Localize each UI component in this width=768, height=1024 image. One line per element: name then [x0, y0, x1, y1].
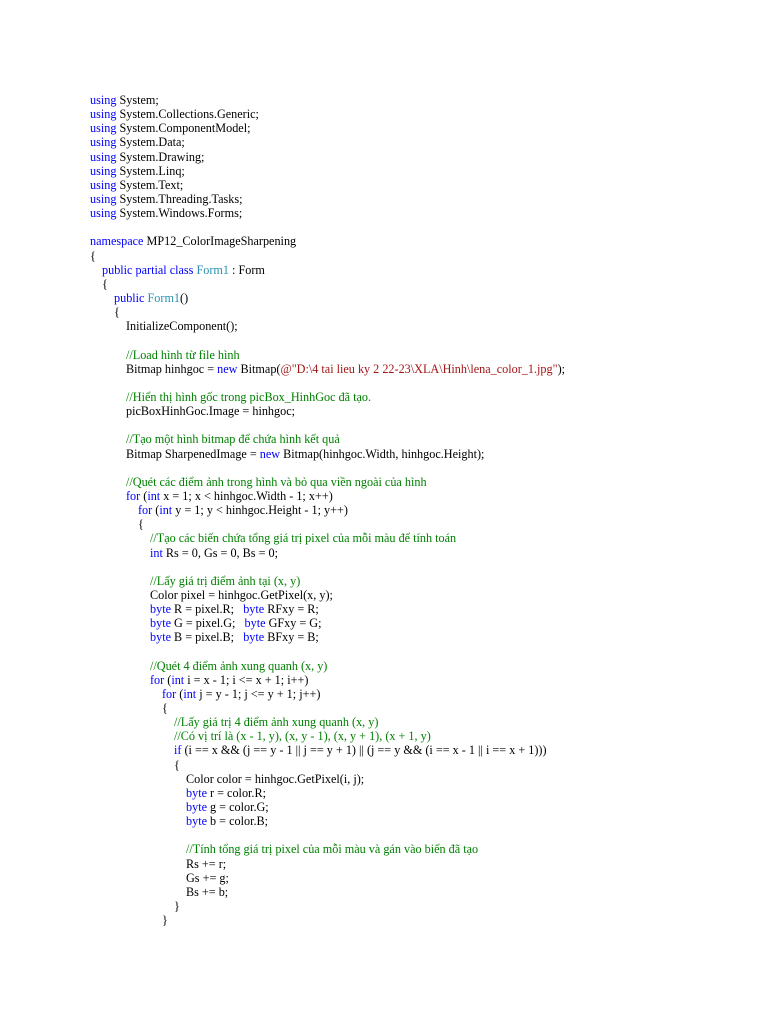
code-line — [90, 546, 750, 560]
code-block — [90, 93, 750, 927]
keyword-token: using — [90, 121, 117, 136]
code-line — [90, 404, 750, 418]
code-line — [90, 828, 750, 842]
code-line — [90, 842, 750, 856]
code-line — [90, 574, 750, 588]
code-line — [90, 899, 750, 913]
code-line — [90, 616, 750, 630]
comment-token: //Tạo các biến chứa tổng giá trị pixel của mỗi màu để tính toán — [150, 531, 457, 546]
keyword-token: new — [259, 446, 281, 461]
code-text: B = pixel.B; — [170, 630, 244, 645]
code-text: Rs += r; — [186, 856, 227, 871]
comment-token: //Lấy giá trị điểm ảnh tại (x, y) — [150, 573, 301, 588]
keyword-token: for — [150, 672, 165, 687]
code-line — [90, 729, 750, 743]
code-line — [90, 305, 750, 319]
keyword-token: using — [90, 93, 117, 107]
code-line — [90, 206, 750, 220]
code-line — [90, 348, 750, 362]
code-line — [90, 319, 750, 333]
code-line — [90, 786, 750, 800]
code-line — [90, 913, 750, 927]
code-line — [90, 630, 750, 644]
keyword-token: using — [90, 206, 117, 221]
code-text: System.Text; — [116, 177, 184, 192]
code-text: () — [180, 290, 189, 305]
code-text: System; — [116, 93, 159, 107]
comment-token: //Hiển thị hình gốc trong picBox_HinhGoc đã tạo. — [126, 389, 372, 404]
code-line — [90, 687, 750, 701]
keyword-token: int — [150, 545, 163, 560]
code-line — [90, 390, 750, 404]
keyword-token: using — [90, 135, 117, 150]
keyword-token: int — [183, 686, 197, 701]
code-line — [90, 758, 750, 772]
code-line — [90, 800, 750, 814]
keyword-token: for — [126, 488, 141, 503]
code-text: : Form — [228, 262, 265, 277]
keyword-token: byte — [186, 785, 207, 800]
keyword-token: if — [174, 743, 182, 758]
code-text: InitializeComponent(); — [126, 319, 238, 334]
code-line — [90, 885, 750, 899]
code-line — [90, 107, 750, 121]
keyword-token: new — [217, 361, 238, 376]
code-text: System.Drawing; — [116, 149, 205, 164]
code-line — [90, 715, 750, 729]
code-line — [90, 814, 750, 828]
code-text: Color pixel = hinhgoc.GetPixel(x, y); — [150, 587, 333, 602]
keyword-token: for — [138, 503, 153, 518]
code-line — [90, 418, 750, 432]
code-text: y = 1; y < hinhgoc.Height - 1; y++) — [172, 503, 348, 518]
code-text: Bitmap SharpenedImage = — [126, 446, 260, 461]
keyword-token: byte — [150, 630, 171, 645]
comment-token: //Quét các điểm ảnh trong hình và bỏ qua viền ngoài của hình — [126, 474, 427, 489]
code-line — [90, 531, 750, 545]
code-line — [90, 291, 750, 305]
code-text: ( — [140, 488, 148, 503]
code-line — [90, 333, 750, 347]
code-text: System.Linq; — [116, 163, 185, 178]
code-text: b = color.B; — [206, 814, 269, 829]
code-line — [90, 121, 750, 135]
keyword-token: byte — [186, 814, 207, 829]
keyword-token: public — [102, 262, 133, 277]
code-text: System.Collections.Generic; — [116, 107, 259, 122]
code-text: } — [162, 913, 168, 928]
keyword-token: using — [90, 149, 117, 164]
code-text: Bitmap( — [237, 361, 281, 376]
code-text: { — [174, 757, 180, 772]
keyword-token: int — [159, 503, 173, 518]
code-line — [90, 150, 750, 164]
code-line — [90, 376, 750, 390]
keyword-token: using — [90, 177, 117, 192]
type-token: Form1 — [196, 262, 229, 277]
code-line — [90, 135, 750, 149]
keyword-token: byte — [186, 800, 207, 815]
keyword-token: for — [162, 686, 177, 701]
code-text: i = x - 1; i <= x + 1; i++) — [184, 672, 309, 687]
code-text: GFxy = G; — [265, 616, 322, 631]
keyword-token: byte — [243, 630, 265, 645]
code-text: Bs += b; — [186, 884, 229, 899]
code-line — [90, 602, 750, 616]
code-text: Color color = hinhgoc.GetPixel(i, j); — [186, 771, 365, 786]
code-text: System.Windows.Forms; — [116, 206, 243, 221]
code-text: Bitmap hinhgoc = — [126, 361, 218, 376]
code-text: Rs = 0, Gs = 0, Bs = 0; — [162, 545, 278, 560]
code-text: (i == x && (j == y - 1 || j == y + 1) || (j == y && (i == x - 1 || i == x + 1))) — [181, 743, 547, 758]
keyword-token: using — [90, 191, 117, 206]
code-line — [90, 588, 750, 602]
comment-token: //Load hình từ file hình — [126, 347, 240, 362]
code-text: RFxy = R; — [264, 602, 319, 617]
comment-token: //Quét 4 điểm ảnh xung quanh (x, y) — [150, 658, 328, 673]
code-text: x = 1; x < hinhgoc.Width - 1; x++) — [160, 488, 333, 503]
code-line — [90, 249, 750, 263]
code-line — [90, 503, 750, 517]
code-line — [90, 659, 750, 673]
code-text: { — [102, 276, 108, 291]
keyword-token: byte — [150, 602, 171, 617]
keyword-token: byte — [150, 616, 171, 631]
code-text: BFxy = B; — [264, 630, 319, 645]
code-text: ); — [557, 361, 566, 376]
code-text: System.Threading.Tasks; — [116, 191, 243, 206]
code-text: Bitmap(hinhgoc.Width, hinhgoc.Height); — [280, 446, 485, 461]
code-line — [90, 178, 750, 192]
code-text: picBoxHinhGoc.Image = hinhgoc; — [126, 404, 296, 419]
code-text: g = color.G; — [206, 800, 269, 815]
code-line — [90, 447, 750, 461]
code-text: Gs += g; — [186, 870, 229, 885]
keyword-token: partial — [135, 262, 167, 277]
code-line — [90, 560, 750, 574]
keyword-token: using — [90, 107, 117, 122]
code-text: ( — [164, 672, 172, 687]
code-line — [90, 772, 750, 786]
code-text: ( — [176, 686, 184, 701]
code-text: ( — [152, 503, 160, 518]
code-line — [90, 461, 750, 475]
code-line — [90, 93, 750, 107]
keyword-token: class — [169, 262, 194, 277]
code-line — [90, 871, 750, 885]
keyword-token: byte — [244, 616, 266, 631]
code-text: { — [90, 248, 96, 263]
code-line — [90, 263, 750, 277]
keyword-token: int — [171, 672, 185, 687]
comment-token: //Lấy giá trị 4 điểm ảnh xung quanh (x, y) — [174, 715, 379, 730]
code-line — [90, 517, 750, 531]
comment-token: //Tạo một hình bitmap để chứa hình kết quả — [126, 432, 340, 447]
keyword-token: namespace — [90, 234, 144, 249]
code-line — [90, 673, 750, 687]
code-text: j = y - 1; j <= y + 1; j++) — [196, 686, 321, 701]
code-text: { — [138, 517, 144, 532]
comment-token: //Có vị trí là (x - 1, y), (x, y - 1), (x, y + 1), (x + 1, y) — [174, 729, 431, 744]
code-text: G = pixel.G; — [170, 616, 245, 631]
code-line — [90, 192, 750, 206]
code-line — [90, 432, 750, 446]
keyword-token: int — [147, 488, 161, 503]
code-text: { — [162, 701, 168, 716]
code-line — [90, 234, 750, 248]
keyword-token: using — [90, 163, 117, 178]
code-line — [90, 644, 750, 658]
code-line — [90, 475, 750, 489]
code-text: R = pixel.R; — [170, 602, 244, 617]
keyword-token: byte — [243, 602, 265, 617]
code-line — [90, 220, 750, 234]
code-line — [90, 743, 750, 757]
code-line — [90, 362, 750, 376]
code-text: MP12_ColorImageSharpening — [143, 234, 297, 249]
code-line — [90, 857, 750, 871]
keyword-token: public — [114, 290, 145, 305]
code-text: System.Data; — [116, 135, 185, 150]
code-text: r = color.R; — [206, 785, 266, 800]
code-line — [90, 277, 750, 291]
code-text: System.ComponentModel; — [116, 121, 251, 136]
comment-token: //Tính tổng giá trị pixel của mỗi màu và gán vào biến đã tạo — [186, 842, 479, 857]
type-token: Form1 — [147, 290, 181, 305]
code-line — [90, 701, 750, 715]
code-text: { — [114, 305, 120, 320]
string-token: @"D:\4 tai lieu ky 2 22-23\XLA\Hinh\lena_color_1.jpg" — [280, 361, 558, 376]
code-line — [90, 164, 750, 178]
code-text: } — [174, 899, 180, 914]
code-line — [90, 489, 750, 503]
